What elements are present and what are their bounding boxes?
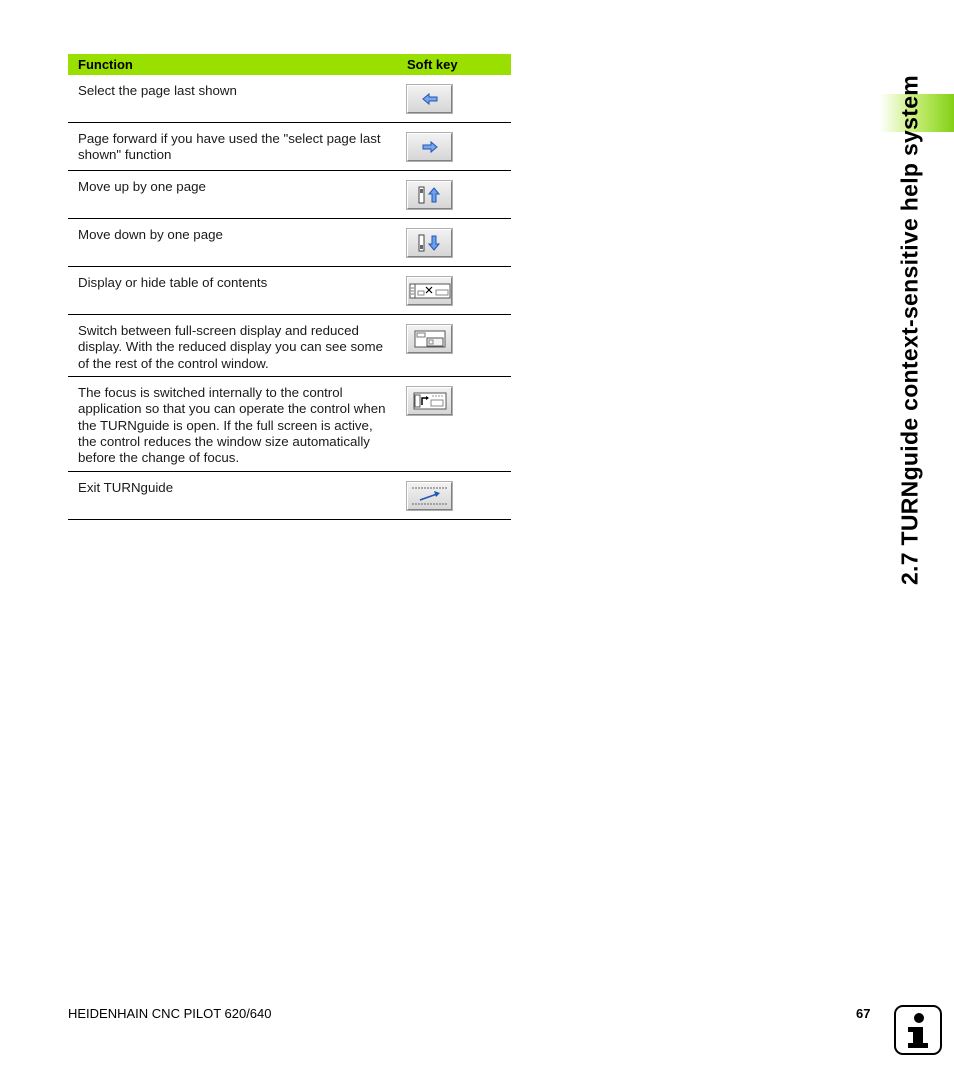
page-down-icon (416, 233, 444, 253)
header-soft-key: Soft key (407, 57, 458, 72)
table-header (68, 54, 511, 75)
chapter-title: 2.7 TURNguide context-sensitive help system (896, 74, 923, 586)
soft-key-back[interactable] (407, 85, 452, 113)
table-row (68, 75, 511, 123)
soft-key-page-down[interactable] (407, 229, 452, 257)
table-row (68, 377, 511, 472)
table-row (68, 267, 511, 315)
back-arrow-icon (421, 92, 439, 106)
soft-key-contents[interactable] (407, 277, 452, 305)
function-text: Move up by one page (78, 179, 206, 194)
forward-arrow-icon (421, 140, 439, 154)
function-text: Switch between full-screen display and reduced display. With the reduced display you can see some of the rest of the control window. (78, 323, 384, 371)
soft-key-exit[interactable] (407, 482, 452, 510)
soft-key-switch-focus[interactable] (407, 387, 452, 415)
function-text: Select the page last shown (78, 83, 237, 98)
info-icon (894, 1005, 942, 1055)
soft-key-window-size[interactable] (407, 325, 452, 353)
soft-key-page-up[interactable] (407, 181, 452, 209)
toggle-contents-icon (409, 282, 451, 300)
window-size-icon (413, 329, 447, 349)
exit-icon (410, 485, 450, 507)
table-row (68, 472, 511, 520)
footer-product: HEIDENHAIN CNC PILOT 620/640 (68, 1006, 272, 1021)
table-row (68, 171, 511, 219)
function-text: Page forward if you have used the "select page last shown" function (78, 131, 381, 163)
function-text: Exit TURNguide (78, 480, 174, 495)
function-text: Display or hide table of contents (78, 275, 268, 290)
softkey-table (68, 54, 511, 520)
table-row (68, 219, 511, 267)
page-number: 67 (856, 1006, 871, 1021)
function-text: Move down by one page (78, 227, 223, 242)
header-function: Function (78, 57, 133, 72)
table-row (68, 123, 511, 171)
table-row (68, 315, 511, 377)
switch-focus-icon (412, 391, 448, 411)
function-text: The focus is switched internally to the control application so that you can operate the control when the TURNguide is open. If the full screen is active, the control reduces the window size automatically before the change of focus. (78, 385, 386, 466)
page-up-icon (416, 185, 444, 205)
soft-key-forward[interactable] (407, 133, 452, 161)
